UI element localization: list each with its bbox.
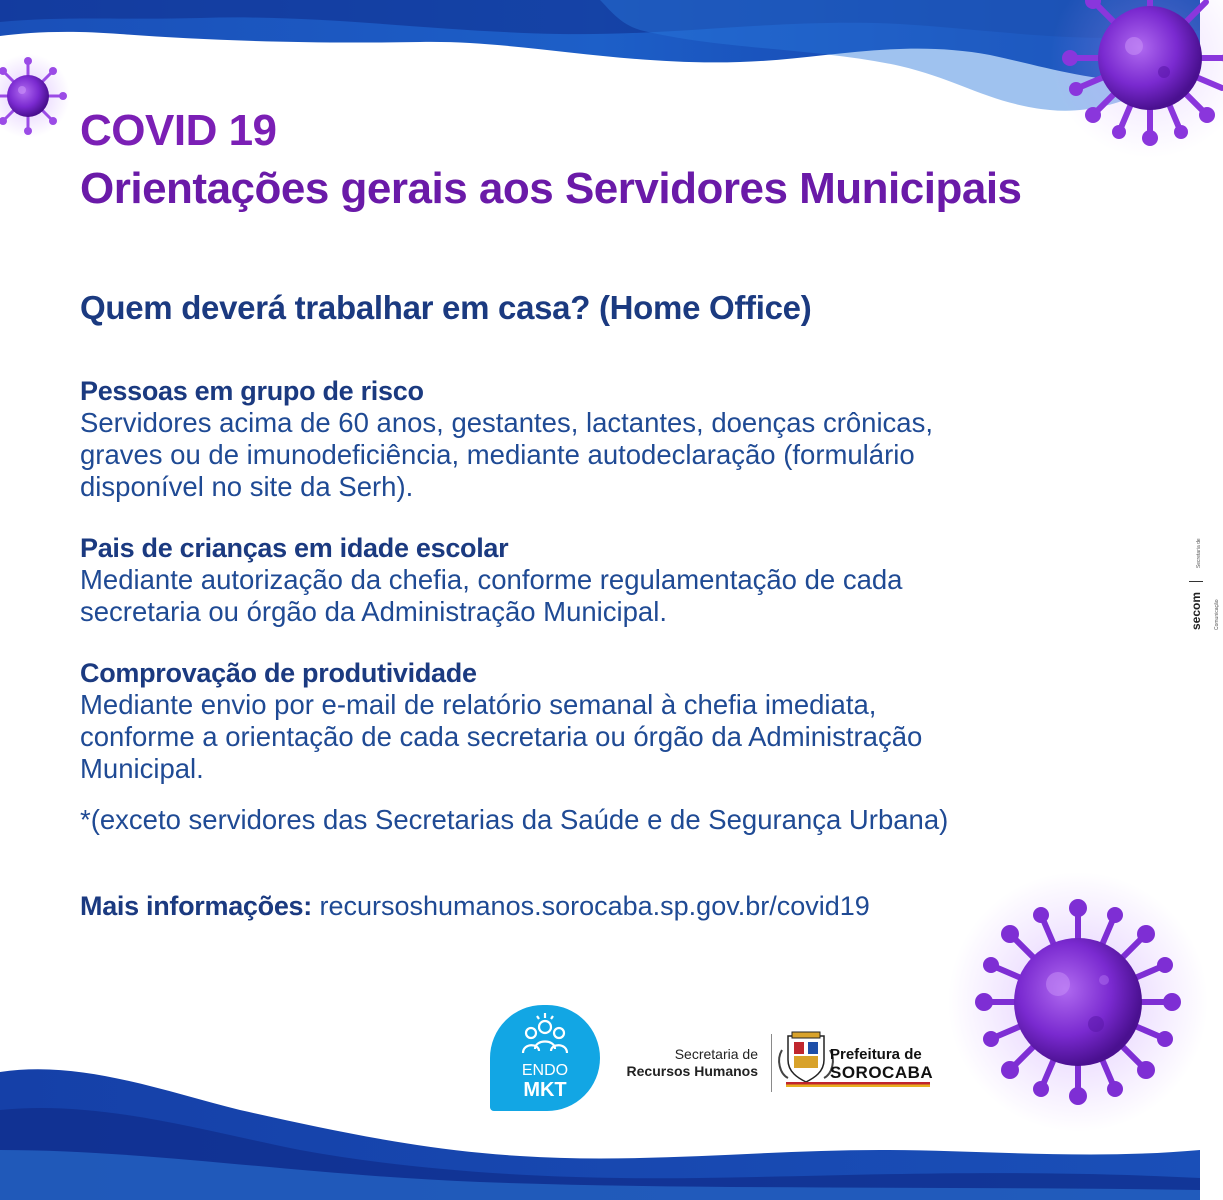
section-productivity (80, 657, 1080, 785)
coat-of-arms-icon (779, 1032, 833, 1082)
secom-credit (1187, 510, 1220, 630)
endo-mkt-logo (490, 1005, 600, 1111)
title-line-1: COVID 19 (80, 106, 277, 155)
secom-subtitle: Secretaria de Comunicação (1196, 538, 1220, 630)
secom-divider (1189, 581, 1203, 582)
title-line-2: Orientações gerais aos Servidores Municipais (80, 164, 1022, 213)
prefeitura-stripe (786, 1082, 930, 1087)
secom-word: secom (1189, 591, 1203, 630)
secretaria-logo (606, 1046, 758, 1080)
section-body: Mediante envio por e-mail de relatório semanal à chefia imediata, conforme a orientação de cada secretaria ou órgão da Administração Municipal. (80, 689, 923, 784)
more-info (80, 889, 870, 923)
logo-divider (771, 1034, 772, 1092)
page-title (80, 106, 1022, 214)
section-heading: Comprovação de produtividade (80, 658, 477, 688)
endo-people-icon (490, 1005, 600, 1065)
virus-icon (948, 872, 1208, 1132)
section-heading: Pessoas em grupo de risco (80, 376, 424, 406)
prefeitura-line-1: Prefeitura de (830, 1046, 922, 1063)
exception-note: *(exceto servidores das Secretarias da Saúde e de Segurança Urbana) (80, 804, 949, 835)
endo-label: ENDO (521, 1062, 569, 1079)
section-body: Servidores acima de 60 anos, gestantes, lactantes, doenças crônicas, graves ou de imunodeficiência, mediante autodeclaração (formulário disponível no site da Serh). (80, 407, 933, 502)
section-body: Mediante autorização da chefia, conforme regulamentação de cada secretaria ou órgão da Administração Municipal. (80, 564, 903, 627)
section-parents (80, 532, 1080, 628)
secretaria-line-2: Recursos Humanos (626, 1063, 758, 1079)
section-heading: Pais de crianças em idade escolar (80, 533, 509, 563)
more-info-link[interactable]: recursoshumanos.sorocaba.sp.gov.br/covid19 (319, 891, 870, 921)
section-question: Quem deverá trabalhar em casa? (Home Office) (80, 289, 812, 326)
secretaria-line-1: Secretaria de (674, 1046, 758, 1062)
virus-icon (1050, 0, 1223, 158)
top-wave (0, 0, 1200, 111)
prefeitura-logo (830, 1046, 933, 1082)
section-risk-group (80, 375, 1080, 503)
prefeitura-line-2: SOROCABA (830, 1063, 934, 1082)
mkt-label: MKT (523, 1079, 567, 1101)
virus-icon (0, 54, 70, 138)
more-info-label: Mais informações: (80, 891, 312, 921)
